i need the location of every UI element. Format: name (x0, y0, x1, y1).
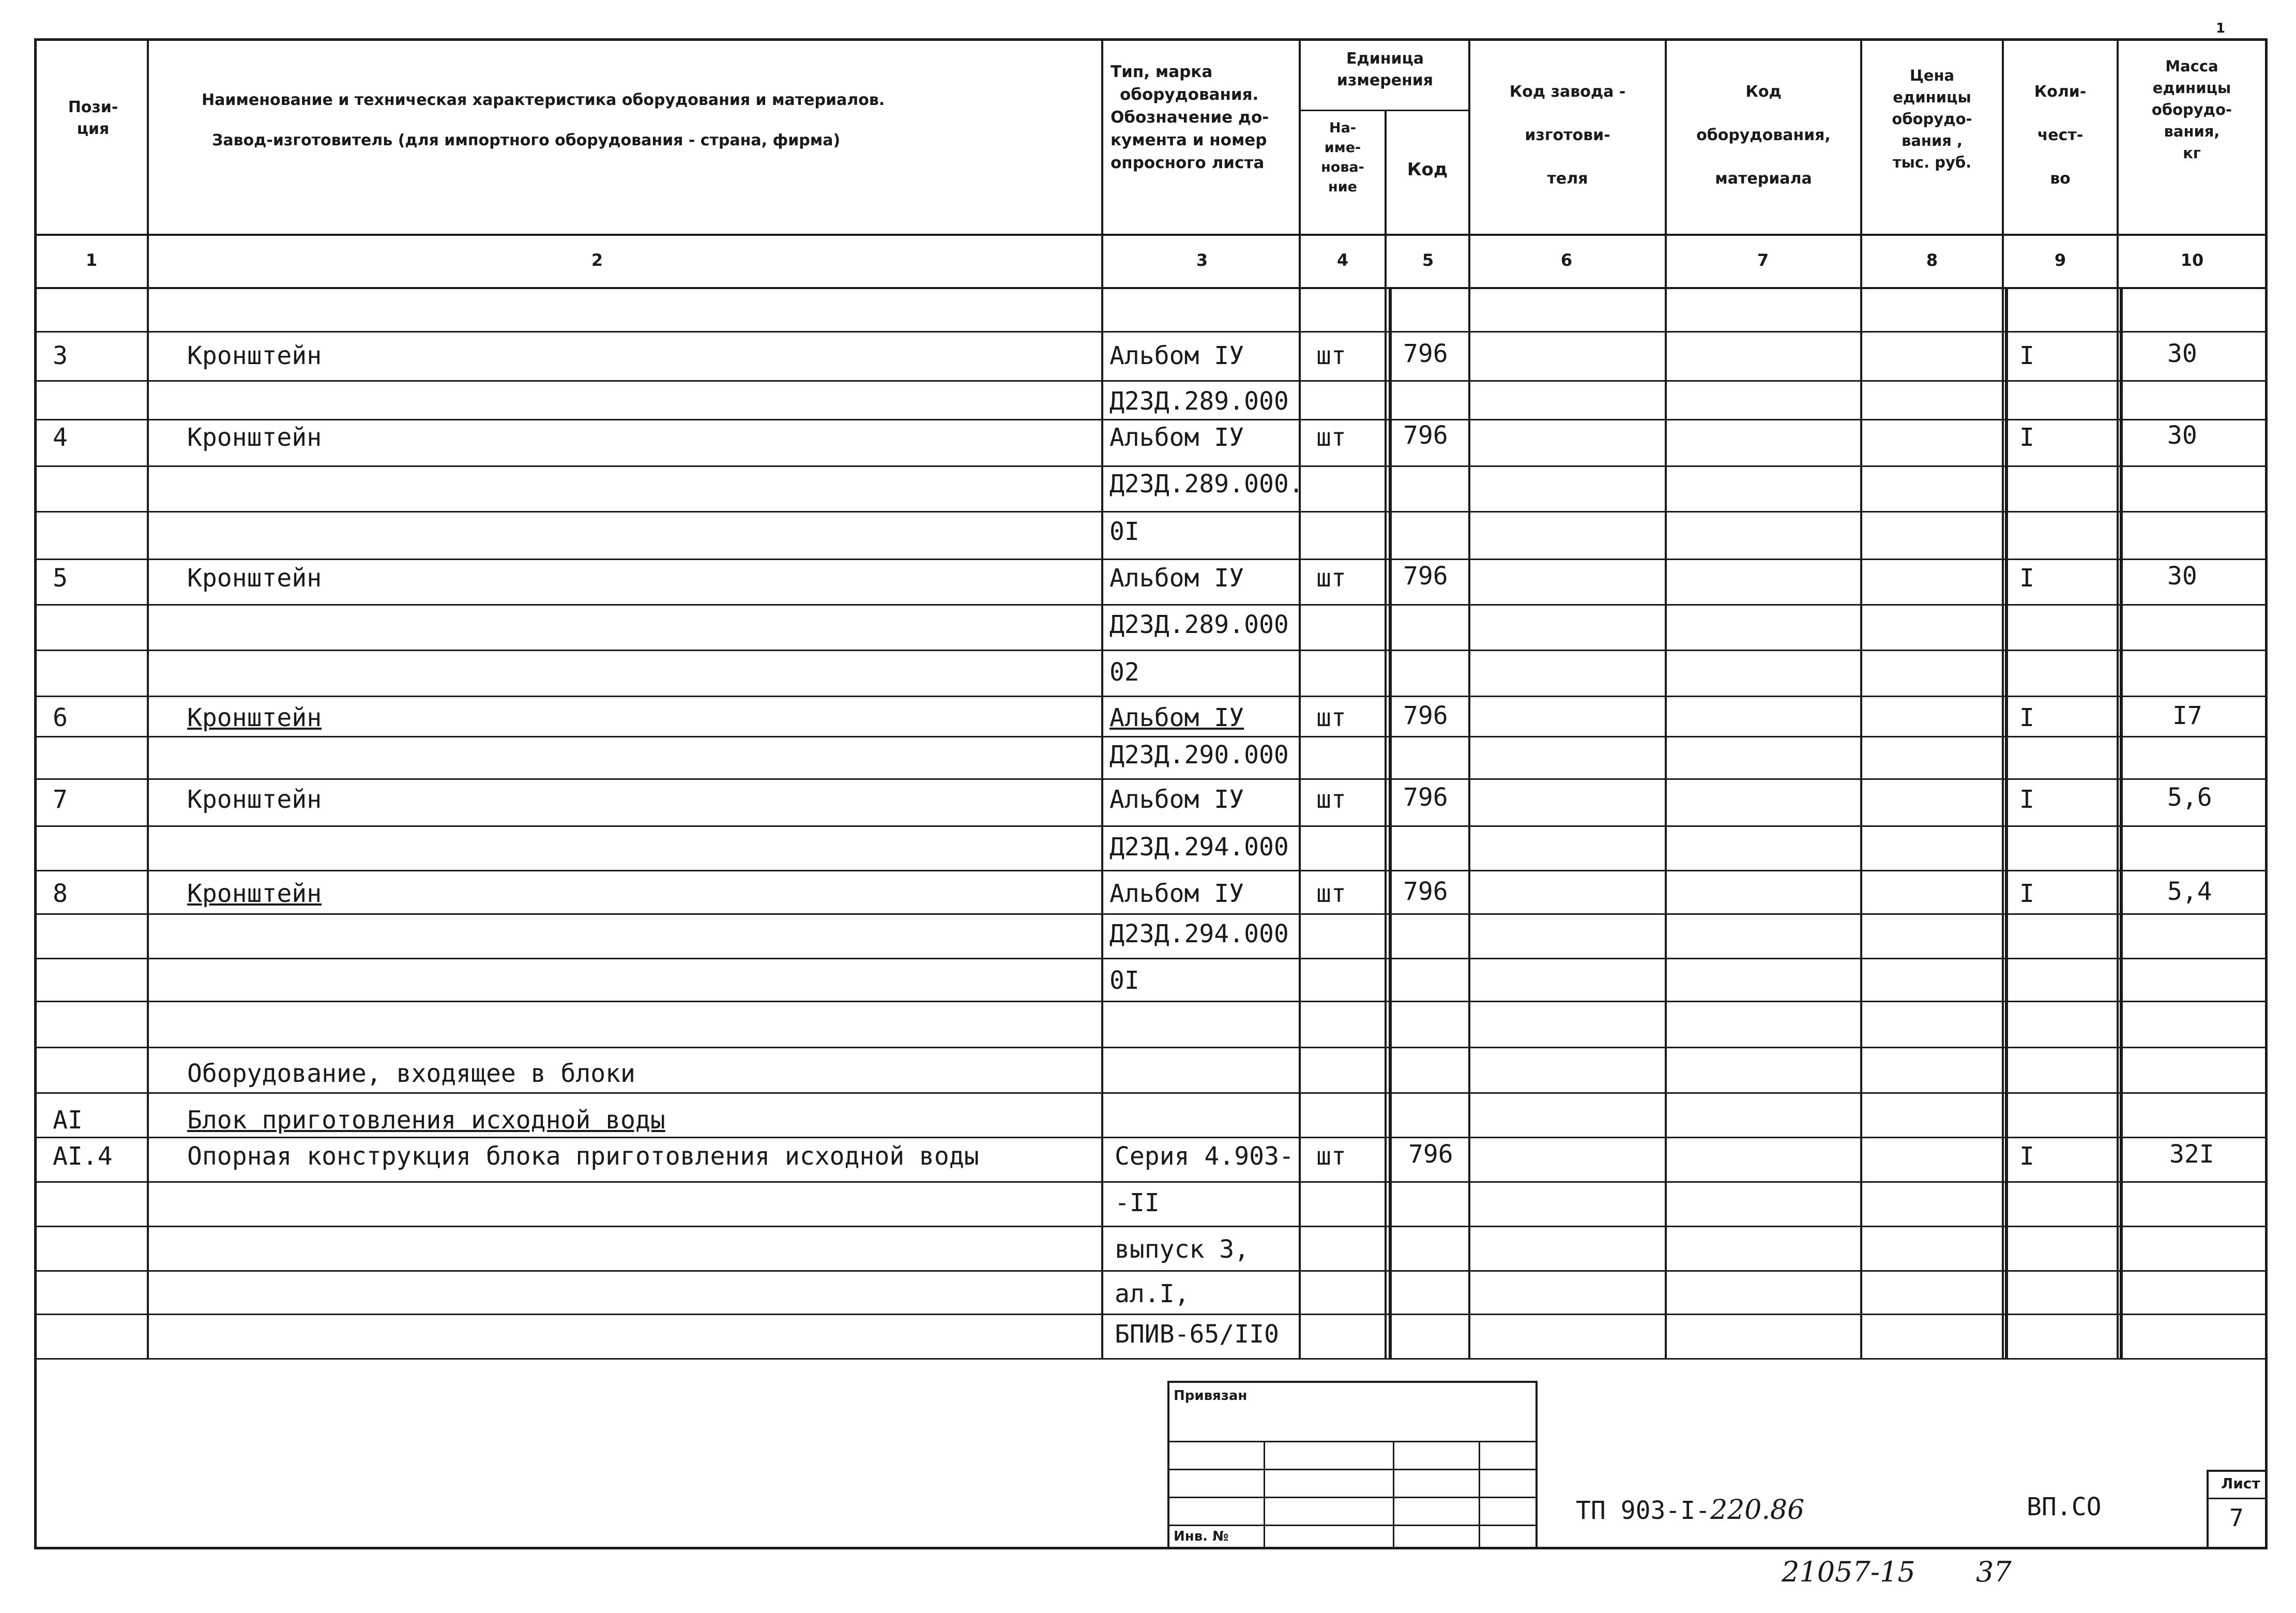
row-quantity: I (2019, 1142, 2034, 1171)
row-unit-code: 796 (1403, 783, 1448, 812)
header-col7: Код оборудования, материала (1696, 83, 1831, 188)
row-unit: шт (1316, 703, 1346, 732)
section-heading: Оборудование, входящее в блоки (187, 1059, 635, 1088)
row-position: 7 (53, 785, 68, 814)
row-quantity: I (2019, 423, 2034, 452)
row-document: Альбом IУ (1109, 879, 1244, 908)
header-col8: Цена единицы оборудо- вания , тыс. руб. (1892, 67, 1972, 171)
row-name: Кронштейн (187, 423, 322, 452)
row-document: Д23Д.290.000 (1109, 741, 1289, 770)
stamp-inventory-label: Инв. № (1174, 1529, 1229, 1544)
row-document: Альбом IУ (1109, 703, 1244, 732)
header-col4: На- име- нова- ние (1321, 120, 1364, 195)
row-unit: шт (1316, 1142, 1346, 1171)
row-mass: I7 (2172, 701, 2202, 730)
row-name: Кронштейн (187, 341, 322, 370)
row-position: 5 (53, 564, 68, 593)
row-document: Д23Д.289.000 (1109, 387, 1289, 416)
row-name: Кронштейн (187, 879, 322, 908)
row-name: Кронштейн (187, 703, 322, 732)
row-unit: шт (1316, 785, 1346, 814)
row-mass: 30 (2167, 421, 2197, 450)
row-name: Блок приготовления исходной воды (187, 1106, 665, 1135)
row-unit: шт (1316, 879, 1346, 908)
row-quantity: I (2019, 341, 2034, 370)
row-unit: шт (1316, 423, 1346, 452)
row-document: Альбом IУ (1109, 564, 1244, 593)
row-document: 0I (1109, 517, 1139, 546)
row-document: Альбом IУ (1109, 341, 1244, 370)
row-position: 8 (53, 879, 68, 908)
row-document: Альбом IУ (1109, 423, 1244, 452)
row-unit-code: 796 (1403, 701, 1448, 730)
header-col5: Код (1407, 159, 1448, 180)
row-document: ал.I, (1115, 1279, 1190, 1308)
row-position: 6 (53, 703, 68, 732)
row-document: Альбом IУ (1109, 785, 1244, 814)
row-document: Д23Д.294.000 (1109, 833, 1289, 862)
sheet-number: 7 (2229, 1504, 2244, 1532)
row-document: 0I (1109, 966, 1139, 995)
corner-mark: 1 (2216, 21, 2226, 36)
header-col10: Масса единицы оборудо- вания, кг (2151, 57, 2232, 162)
row-name: Кронштейн (187, 785, 322, 814)
row-document: Д23Д.294.000 (1109, 919, 1289, 948)
row-unit-code: 796 (1403, 421, 1448, 450)
header-unit-group: Единица измерения (1336, 50, 1434, 89)
header-col9: Коли- чест- во (2034, 83, 2087, 188)
row-unit: шт (1316, 341, 1346, 370)
header-col6: Код завода - изготови- теля (1509, 83, 1626, 188)
document-code: ТП 903-I-220.86 (1576, 1495, 1805, 1526)
row-name: Опорная конструкция блока приготовления исходной воды (187, 1142, 979, 1171)
row-unit-code: 796 (1408, 1140, 1453, 1169)
handwritten-page-number: 37 (1976, 1556, 2012, 1588)
header-col2: Наименование и техническая характеристика оборудования и материалов. Завод-изготовитель (для импортного оборудования - страна, фирма) (202, 91, 885, 149)
row-document: Д23Д.289.000. (1109, 470, 1304, 499)
row-quantity: I (2019, 703, 2034, 732)
row-position: AI (53, 1106, 83, 1135)
row-unit-code: 796 (1403, 877, 1448, 906)
row-unit-code: 796 (1403, 339, 1448, 368)
row-quantity: I (2019, 879, 2034, 908)
stamp-bound-label: Привязан (1174, 1388, 1248, 1404)
row-position: AI.4 (53, 1142, 113, 1171)
row-mass: 30 (2167, 339, 2197, 368)
header-col1: Пози- ция (68, 98, 118, 138)
row-position: 4 (53, 423, 68, 452)
row-mass: 32I (2169, 1140, 2214, 1169)
handwritten-number: 21057-15 (1782, 1556, 1915, 1588)
row-document: выпуск 3, (1115, 1235, 1250, 1264)
row-document: -II (1115, 1188, 1160, 1217)
row-mass: 5,4 (2167, 877, 2212, 906)
sheet-label: Лист (2221, 1475, 2260, 1492)
row-mass: 30 (2167, 562, 2197, 591)
sheet-code: ВП.СО (2027, 1493, 2102, 1521)
row-document: 02 (1109, 658, 1139, 687)
header-col3: Тип, марка оборудования. Обозначение до- кумента и номер опросного листа (1111, 63, 1269, 172)
row-document: Д23Д.289.000 (1109, 610, 1289, 639)
row-unit: шт (1316, 564, 1346, 593)
row-position: 3 (53, 341, 68, 370)
row-mass: 5,6 (2167, 783, 2212, 812)
row-document: Серия 4.903- (1115, 1142, 1294, 1171)
row-name: Кронштейн (187, 564, 322, 593)
row-quantity: I (2019, 785, 2034, 814)
row-unit-code: 796 (1403, 562, 1448, 591)
row-document: БПИВ-65/II0 (1115, 1320, 1279, 1349)
row-quantity: I (2019, 564, 2034, 593)
